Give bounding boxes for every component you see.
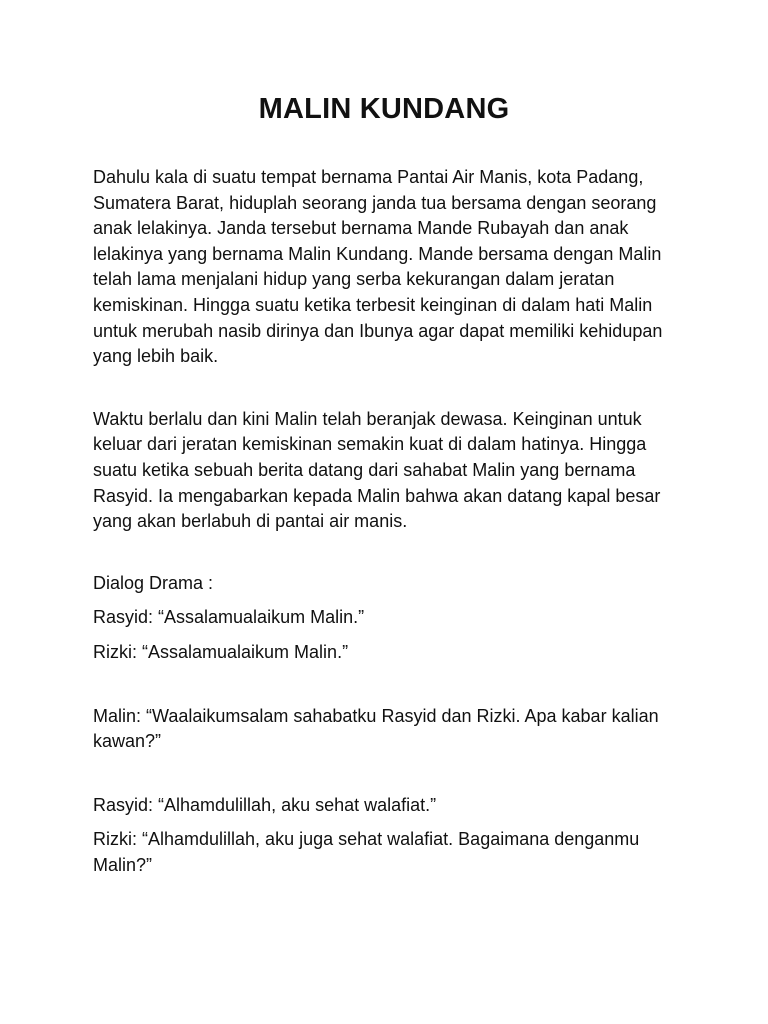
dialog-line-rasyid-2: Rasyid: “Alhamdulillah, aku sehat walafiat.” — [93, 794, 437, 815]
dialog-line-rizki-2: Rizki: “Alhamdulillah, aku juga sehat walafiat. Bagaimana denganmu Malin?” — [93, 829, 640, 875]
paragraph-1: Dahulu kala di suatu tempat bernama Pantai Air Manis, kota Padang, Sumatera Barat, hiduplah seorang janda tua bersama dengan seorang anak lelakinya. Janda tersebut bernama Mande Rubayah dan anak lelakinya yang bernama Malin Kundang. Mande bersama dengan Malin telah lama menjalani hidup yang serba kekurangan dalam jeratan kemiskinan. Hingga suatu ketika terbesit keinginan di dalam hati Malin untuk merubah nasib dirinya dan Ibunya agar dapat memiliki kehidupan yang lebih baik. — [93, 167, 663, 367]
dialog-line-malin-1: Malin: “Waalaikumsalam sahabatku Rasyid dan Rizki. Apa kabar kalian kawan?” — [93, 705, 659, 752]
dialog-heading: Dialog Drama : — [93, 572, 214, 593]
document-body — [93, 165, 678, 887]
dialog-line-rasyid-1: Rasyid: “Assalamualaikum Malin.” — [93, 607, 365, 628]
paragraph-2: Waktu berlalu dan kini Malin telah beranjak dewasa. Keinginan untuk keluar dari jeratan kemiskinan semakin kuat di dalam hatinya. Hingga suatu ketika sebuah berita datang dari sahabat Malin yang bernama Rasyid. Ia mengabarkan kepada Malin bahwa akan datang kapal besar yang akan berlabuh di pantai air manis. — [93, 408, 661, 532]
dialog-line-rizki-1: Rizki: “Assalamualaikum Malin.” — [93, 641, 349, 662]
document-title: MALIN KUNDANG — [258, 93, 510, 125]
